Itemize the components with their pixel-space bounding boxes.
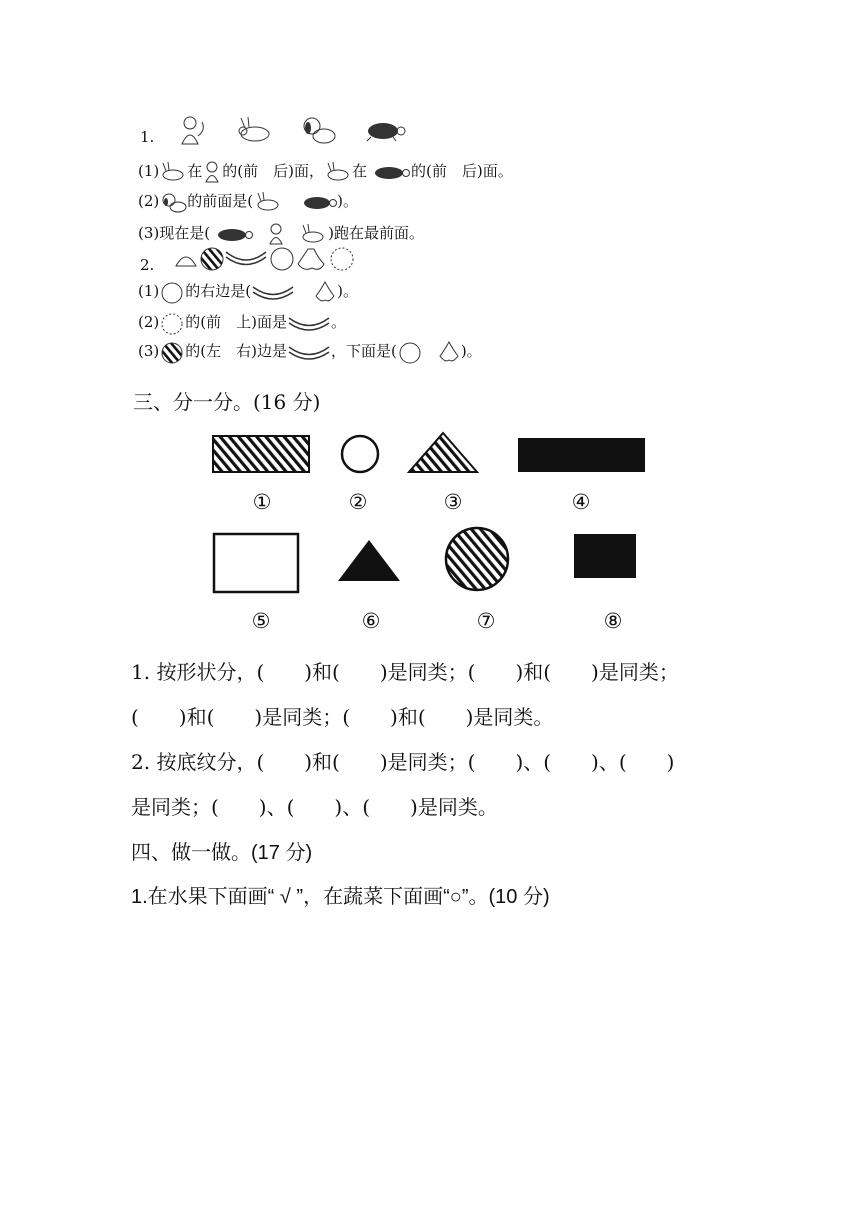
shape-1-hatched-rectangle	[213, 436, 309, 472]
monkey-icon	[172, 114, 208, 146]
rabbit-icon	[159, 162, 187, 182]
question-1-line-1: 1. 按形状分，( )和( )是同类；( )和( )是同类；	[131, 660, 679, 684]
part1-line1: (1) 在 的(前 后)面， 在 的(前 后)面。	[138, 160, 513, 183]
banana-icon	[287, 313, 331, 333]
label-8: ⑧	[603, 609, 623, 633]
label-7: ⑦	[476, 609, 496, 633]
turtle-icon	[361, 117, 407, 143]
dog-icon	[159, 191, 187, 213]
turtle-icon	[210, 224, 254, 244]
pear-icon	[298, 249, 324, 269]
rabbit-icon	[253, 192, 283, 212]
label-2: ②	[348, 490, 368, 514]
part2-line1: (1) 的右边是( )。	[138, 280, 358, 304]
label-4: ④	[571, 490, 591, 514]
pear-icon	[313, 280, 337, 304]
shape-6-black-triangle	[338, 540, 400, 581]
label-3: ③	[443, 490, 463, 514]
strawberry-icon	[159, 311, 185, 335]
monkey-icon	[266, 223, 286, 245]
pear-icon	[437, 340, 461, 364]
pineapple-icon	[176, 257, 196, 266]
question-2-line-2: 是同类；( )、( )、( )是同类。	[131, 795, 498, 819]
question-2-line-1: 2. 按底纹分，( )和( )是同类；( )、( )、( )	[131, 750, 675, 774]
banana-icon	[226, 252, 266, 265]
section4-question-1: 1.在水果下面画“ √ ”，在蔬菜下面画“○”。(10 分)	[131, 886, 550, 908]
rabbit-icon	[298, 224, 328, 244]
label-1: ①	[252, 490, 272, 514]
part2-line2: (2) 的(前 上)面是 。	[138, 311, 346, 335]
rabbit-icon	[324, 162, 352, 182]
fruit-row	[172, 244, 362, 272]
shape-5-white-square	[214, 534, 298, 592]
shape-3-hatched-triangle	[409, 433, 477, 472]
section3-title: 三、分一分。(16 分)	[133, 390, 321, 414]
monkey-icon	[202, 161, 222, 183]
turtle-icon	[367, 162, 411, 182]
part1-line2: (2) 的前面是( )。	[138, 190, 358, 213]
shape-4-black-rectangle	[518, 438, 645, 472]
question-1-line-2: ( )和( )是同类；( )和( )是同类。	[131, 705, 554, 729]
dog-icon	[298, 114, 338, 146]
apple-icon	[397, 340, 423, 364]
section4-title: 四、做一做。(17 分)	[131, 842, 313, 864]
banana-icon	[251, 282, 295, 302]
apple-icon	[271, 248, 293, 270]
shapes-figure	[200, 426, 660, 616]
animal-row	[172, 114, 407, 146]
part2-line3: (3) 的(左 右)边是 ，下面是( )。	[138, 340, 482, 364]
part1-line3: (3)现在是( )跑在最前面。	[138, 222, 424, 245]
label-6: ⑥	[361, 609, 381, 633]
watermelon-icon	[159, 340, 185, 364]
part2-number: 2.	[140, 256, 155, 274]
strawberry-icon	[331, 248, 353, 270]
shape-7-hatched-circle	[446, 528, 508, 590]
banana-icon	[287, 342, 331, 362]
rabbit-icon	[235, 116, 275, 144]
turtle-icon	[297, 192, 337, 212]
part1-number: 1.	[140, 128, 155, 146]
shape-2-white-circle	[342, 436, 378, 472]
shape-8-black-square	[574, 534, 636, 578]
apple-icon	[159, 280, 185, 304]
label-5: ⑤	[251, 609, 271, 633]
watermelon-icon	[201, 248, 223, 270]
